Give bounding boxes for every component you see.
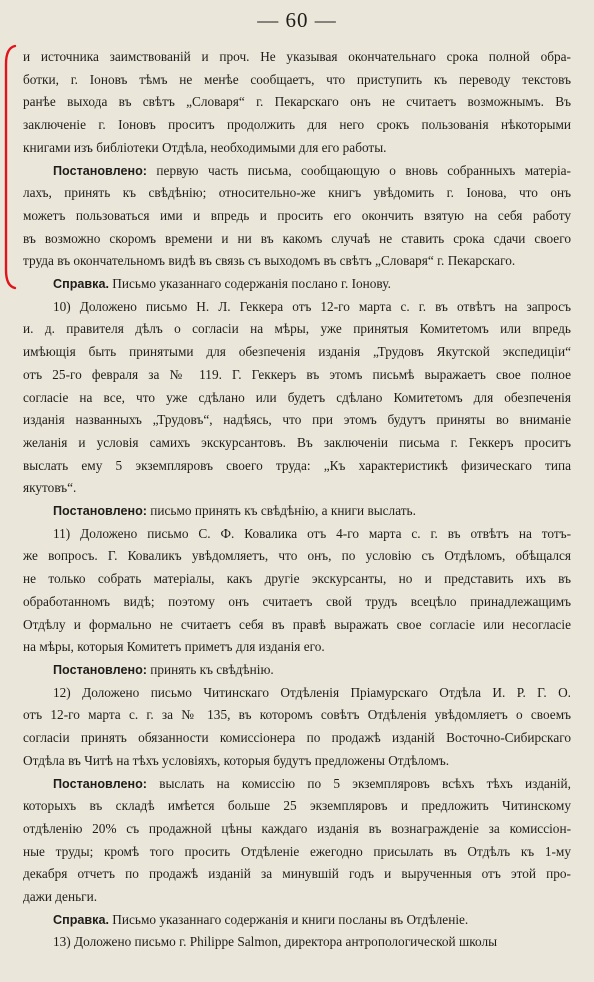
line-text: которыхъ въ складѣ имѣется больше 25 экземпляровъ и предложить Читинскому — [23, 798, 571, 814]
text-line — [23, 387, 571, 410]
line-text: обработанномъ видѣ; поэтому онъ считаетъ свой трудъ всецѣло принадлежащимъ — [23, 593, 571, 609]
text-line — [23, 727, 571, 750]
line-text: письмо принять къ свѣдѣнію, а книги выслать. — [146, 503, 416, 519]
text-line — [23, 432, 571, 455]
text-line — [23, 228, 571, 251]
text-line — [23, 273, 571, 296]
text-line — [23, 160, 571, 183]
line-text: 13) Доложено письмо г. Philippe Salmon, директора антропологической школы — [53, 934, 498, 950]
paragraph-p11 — [23, 931, 571, 954]
text-line — [23, 659, 571, 682]
line-text: въ возможно скоромъ времени и ни въ какомъ случаѣ не ставить срока сдачи своего — [23, 230, 571, 246]
line-text: ные труды; кромѣ того просить Отдѣленіе ежегодно присылать въ Отдѣлъ къ 1-му — [23, 843, 571, 859]
paragraph-p2 — [23, 160, 571, 274]
text-line — [23, 500, 571, 523]
text-line — [23, 636, 571, 659]
text-line — [23, 545, 571, 568]
line-text: лахъ, принять къ свѣдѣнію; относительно-же книгъ увѣдомить г. Іонова, что онъ — [23, 185, 571, 201]
text-line — [23, 91, 571, 114]
paragraph-lead-label: Постановлено: — [53, 163, 147, 178]
paragraph-lead-label: Постановлено: — [53, 504, 147, 519]
line-text: выслать ему 5 экземпляровъ своего труда: „Къ характеристикѣ физическаго типа — [23, 457, 571, 473]
text-line — [23, 773, 571, 796]
text-line — [23, 909, 571, 932]
line-text: можетъ пользоваться ими и впредь и просить его окончить взятую на себя работу — [23, 207, 571, 223]
paragraph-p3 — [23, 273, 571, 296]
text-line — [23, 455, 571, 478]
paragraph-p7 — [23, 659, 571, 682]
paragraph-p9 — [23, 773, 571, 909]
text-line — [23, 682, 571, 705]
text-line — [23, 750, 571, 773]
text-line — [23, 795, 571, 818]
line-text: имѣющія быть принятыми для обезпеченія изданія „Трудовъ Якутской экспедиціи“ — [23, 344, 571, 360]
paragraph-p6 — [23, 523, 571, 659]
text-line — [23, 818, 571, 841]
text-line — [23, 364, 571, 387]
paragraph-p8 — [23, 682, 571, 773]
paragraph-lead-label: Постановлено: — [53, 662, 147, 677]
text-line — [23, 568, 571, 591]
text-line — [23, 614, 571, 637]
text-line — [23, 205, 571, 228]
text-line — [23, 182, 571, 205]
line-text: желанія и условія самихъ экскурсантовъ. Въ заключеніи письма г. Геккеръ проситъ — [23, 434, 571, 450]
paragraph-lead-label: Постановлено: — [53, 776, 147, 791]
paragraph-p4 — [23, 296, 571, 500]
text-line — [23, 250, 571, 273]
line-text: Письмо указаннаго содержанія послано г. Іонову. — [108, 276, 391, 292]
text-line — [23, 841, 571, 864]
line-text: отъ 12-го марта с. г. за № 135, въ которомъ совѣтъ Отдѣленія увѣдомляетъ о своемъ — [23, 707, 571, 723]
paragraph-p10 — [23, 909, 571, 932]
line-text: первую часть письма, сообщающую о вновь собранныхъ матеріа- — [146, 162, 571, 178]
line-text: на мѣры, которыя Комитетъ приметъ для изданія его. — [23, 639, 325, 655]
line-text: и. д. правителя дѣлъ о согласіи на мѣры, уже принятыя Комитетомъ или впредь — [23, 321, 571, 337]
text-line — [23, 137, 571, 160]
line-text: отъ 25-го февраля за № 119. Г. Геккеръ въ этомъ письмѣ выражаетъ свое полное — [23, 366, 571, 382]
red-margin-bracket — [3, 44, 17, 290]
line-text: труда въ окончательномъ видѣ въ связь съ выходомъ въ свѣтъ „Словаря“ г. Пекарскаго. — [23, 253, 516, 269]
text-line — [23, 69, 571, 92]
line-text: Отдѣла въ Читѣ на тѣхъ условіяхъ, которыя будутъ предложены Отдѣломъ. — [23, 752, 450, 768]
text-line — [23, 523, 571, 546]
paragraph-lead-label: Справка. — [53, 277, 109, 292]
line-text: же вопросъ. Г. Коваликъ увѣдомляетъ, что онъ, по условію съ Отдѣломъ, обѣщался — [23, 548, 571, 564]
line-text: заключеніе г. Іоновъ проситъ продолжить для него срокъ пользованія нѣкоторыми — [23, 117, 571, 133]
line-text: Отдѣлу и формально не считаетъ себя въ правѣ выражать свое согласіе или несогласіе — [23, 616, 571, 632]
line-text: декабря отчетъ по продажѣ изданій за минувшій годъ и вырученныя отъ этой про- — [23, 866, 571, 882]
line-text: книгами изъ библіотеки Отдѣла, необходимыми для его работы. — [23, 139, 387, 155]
line-text: не только собрать матеріалы, какъ другіе экскурсанты, но и представить ихъ въ — [23, 571, 571, 587]
text-line — [23, 341, 571, 364]
paragraph-lead-label: Справка. — [53, 912, 109, 927]
line-text: отдѣленію 20% съ продажной цѣны каждаго изданія въ вознагражденіе за комиссіон- — [23, 820, 571, 836]
text-line — [23, 591, 571, 614]
text-line — [23, 114, 571, 137]
line-text: выслать на комиссію по 5 экземпляровъ всѣхъ тѣхъ изданій, — [146, 775, 571, 791]
text-line — [23, 477, 571, 500]
line-text: Письмо указаннаго содержанія и книги посланы въ Отдѣленіе. — [108, 911, 469, 927]
line-text: согласіе на все, что уже сдѣлано или будетъ сдѣлано Комитетомъ для обезпеченія — [23, 389, 571, 405]
line-text: ранѣе выхода въ свѣтъ „Словаря“ г. Пекарскаго онъ не считаетъ возможнымъ. Въ — [23, 94, 571, 110]
paragraph-p5 — [23, 500, 571, 523]
text-line — [23, 863, 571, 886]
line-text: 12) Доложено письмо Читинскаго Отдѣленія Пріамурскаго Отдѣла И. Р. Г. О. — [53, 684, 571, 700]
line-text: изданія названныхъ „Трудовъ“, надѣясь, что при этомъ будутъ приняты во вниманіе — [23, 412, 571, 428]
text-line — [23, 886, 571, 909]
line-text: дажи деньги. — [23, 889, 98, 905]
line-text: 11) Доложено письмо С. Ф. Ковалика отъ 4-го марта с. г. въ отвѣтъ на тотъ- — [53, 525, 571, 541]
text-line — [23, 296, 571, 319]
page-body — [23, 46, 571, 954]
text-line — [23, 318, 571, 341]
paragraph-p1 — [23, 46, 571, 160]
text-line — [23, 46, 571, 69]
line-text: согласіи принять обязанности комиссіонера по продажѣ изданій Восточно-Сибирскаго — [23, 730, 571, 746]
line-text: ботки, г. Іоновъ тѣмъ не менѣе сообщаетъ, что приступить къ переводу текстовъ — [23, 71, 571, 87]
text-line — [23, 704, 571, 727]
text-line — [23, 931, 571, 954]
line-text: 10) Доложено письмо Н. Л. Геккера отъ 12-го марта с. г. въ отвѣтъ на запросъ — [53, 298, 571, 314]
text-line — [23, 409, 571, 432]
line-text: якутовъ“. — [23, 480, 77, 496]
line-text: принять къ свѣдѣнію. — [146, 661, 274, 677]
line-text: и источника заимствованій и проч. Не указывая окончательнаго срока полной обра- — [23, 49, 571, 64]
page-number: — 60 — — [257, 8, 337, 32]
